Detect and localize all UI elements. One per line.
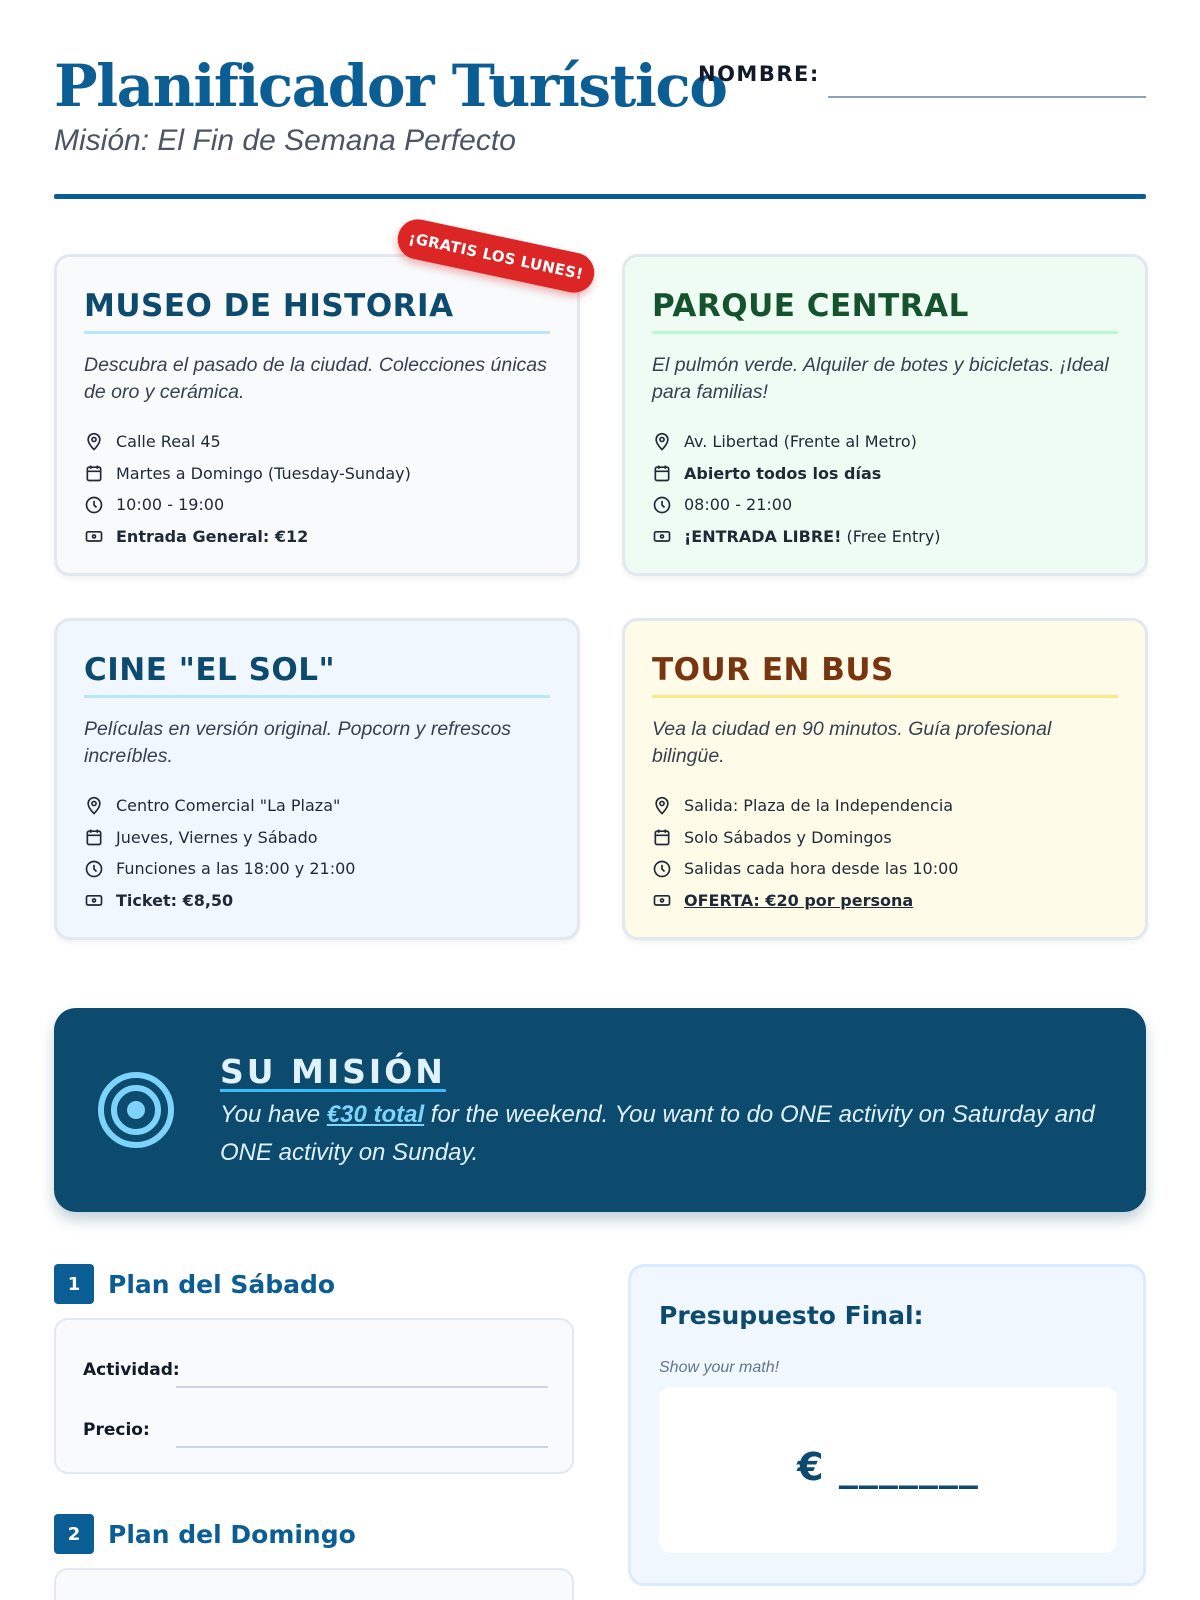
page-subtitle: Misión: El Fin de Semana Perfecto xyxy=(54,124,516,157)
info-address xyxy=(84,426,550,458)
mission-banner xyxy=(54,1008,1146,1212)
location-pin-icon xyxy=(84,796,104,816)
info-price xyxy=(652,885,1118,917)
plan-title: Plan del Domingo xyxy=(108,1519,356,1549)
page-header xyxy=(54,52,1146,202)
name-field xyxy=(698,58,1146,98)
info-hours xyxy=(84,853,550,885)
price-field xyxy=(83,1416,548,1446)
info-address xyxy=(652,426,1118,458)
calendar-icon xyxy=(652,463,672,483)
info-price xyxy=(84,885,550,917)
card-title: PARQUE CENTRAL xyxy=(652,287,1118,334)
card-title: TOUR EN BUS xyxy=(652,651,1118,698)
mission-text-before: You have xyxy=(220,1101,327,1128)
step-number: 1 xyxy=(54,1264,94,1304)
price-text: Entrada General: €12 xyxy=(116,526,309,546)
clock-icon xyxy=(84,859,104,879)
plan-sunday-heading xyxy=(54,1514,356,1554)
calendar-icon xyxy=(84,463,104,483)
mission-budget-highlight: €30 total xyxy=(326,1101,425,1128)
days-text: Abierto todos los días xyxy=(684,463,882,483)
info-days xyxy=(652,822,1118,854)
budget-amount: € _______ xyxy=(797,1445,979,1489)
page-title: Planificador Turístico xyxy=(54,52,727,120)
plan-saturday-box xyxy=(54,1318,574,1474)
info-hours xyxy=(84,489,550,521)
budget-hint: Show your math! xyxy=(659,1359,780,1376)
mission-text-after: for the weekend. You want to do ONE activity on Saturday and ONE activity on Sunday. xyxy=(220,1101,1095,1166)
days-text: Solo Sábados y Domingos xyxy=(684,827,892,847)
card-tour xyxy=(622,618,1148,940)
ticket-icon xyxy=(652,526,672,546)
card-description: Vea la ciudad en 90 minutos. Guía profesional bilingüe. xyxy=(652,718,1052,767)
clock-icon xyxy=(652,495,672,515)
info-days xyxy=(84,822,550,854)
card-cine xyxy=(54,618,580,940)
plan-saturday-heading xyxy=(54,1264,335,1304)
days-text: Martes a Domingo (Tuesday-Sunday) xyxy=(116,463,411,483)
card-title: CINE "EL SOL" xyxy=(84,651,550,698)
address-text: Salida: Plaza de la Independencia xyxy=(684,796,954,816)
name-label: NOMBRE: xyxy=(698,62,820,86)
address-text: Calle Real 45 xyxy=(116,432,221,452)
clock-icon xyxy=(84,495,104,515)
free-mondays-badge: ¡GRATIS LOS LUNES! xyxy=(394,216,598,297)
info-address xyxy=(84,790,550,822)
activity-label: Actividad: xyxy=(83,1360,180,1380)
info-address xyxy=(652,790,1118,822)
step-number: 2 xyxy=(54,1514,94,1554)
hours-text: 10:00 - 19:00 xyxy=(116,495,225,515)
activity-input-line[interactable] xyxy=(176,1386,548,1388)
hours-text: Salidas cada hora desde las 10:00 xyxy=(684,859,959,879)
card-museo xyxy=(54,254,580,576)
ticket-icon xyxy=(84,890,104,910)
card-info-list xyxy=(652,790,1118,916)
plan-title: Plan del Sábado xyxy=(108,1269,336,1299)
price-text: Ticket: €8,50 xyxy=(116,890,234,910)
info-price xyxy=(652,521,1118,553)
price-note-text: (Free Entry) xyxy=(841,526,941,546)
card-description: Películas en versión original. Popcorn y refrescos increíbles. xyxy=(84,718,512,767)
info-hours xyxy=(652,853,1118,885)
activity-field xyxy=(83,1356,548,1386)
location-pin-icon xyxy=(652,432,672,452)
price-bold-text: ¡ENTRADA LIBRE! xyxy=(684,526,842,546)
card-description: Descubra el pasado de la ciudad. Colecciones únicas de oro y cerámica. xyxy=(84,354,547,403)
card-parque xyxy=(622,254,1148,576)
info-hours xyxy=(652,489,1118,521)
hours-text: Funciones a las 18:00 y 21:00 xyxy=(116,859,356,879)
mission-title: SU MISIÓN xyxy=(220,1052,446,1091)
name-input-line[interactable] xyxy=(828,96,1146,98)
card-info-list xyxy=(84,790,550,916)
price-label: Precio: xyxy=(83,1420,150,1440)
info-price xyxy=(84,521,550,553)
card-info-list xyxy=(84,426,550,552)
calendar-icon xyxy=(84,827,104,847)
card-description: El pulmón verde. Alquiler de botes y bicicletas. ¡Ideal para familias! xyxy=(652,354,1109,403)
address-text: Centro Comercial "La Plaza" xyxy=(116,796,341,816)
card-info-list xyxy=(652,426,1118,552)
price-text: OFERTA: €20 por persona xyxy=(684,890,914,910)
card-title: MUSEO DE HISTORIA xyxy=(84,287,550,334)
location-pin-icon xyxy=(84,432,104,452)
mission-text xyxy=(220,1096,1100,1172)
location-pin-icon xyxy=(652,796,672,816)
clock-icon xyxy=(652,859,672,879)
info-days xyxy=(652,458,1118,490)
hours-text: 08:00 - 21:00 xyxy=(684,495,793,515)
calendar-icon xyxy=(652,827,672,847)
price-input-line[interactable] xyxy=(176,1446,548,1448)
plan-sunday-box xyxy=(54,1568,574,1600)
budget-answer-box[interactable] xyxy=(659,1387,1117,1553)
ticket-icon xyxy=(652,890,672,910)
target-icon xyxy=(96,1070,176,1150)
budget-panel xyxy=(628,1264,1146,1586)
address-text: Av. Libertad (Frente al Metro) xyxy=(684,432,917,452)
ticket-icon xyxy=(84,526,104,546)
info-days xyxy=(84,458,550,490)
days-text: Jueves, Viernes y Sábado xyxy=(116,827,318,847)
header-divider xyxy=(54,194,1146,199)
budget-title: Presupuesto Final: xyxy=(659,1301,924,1330)
